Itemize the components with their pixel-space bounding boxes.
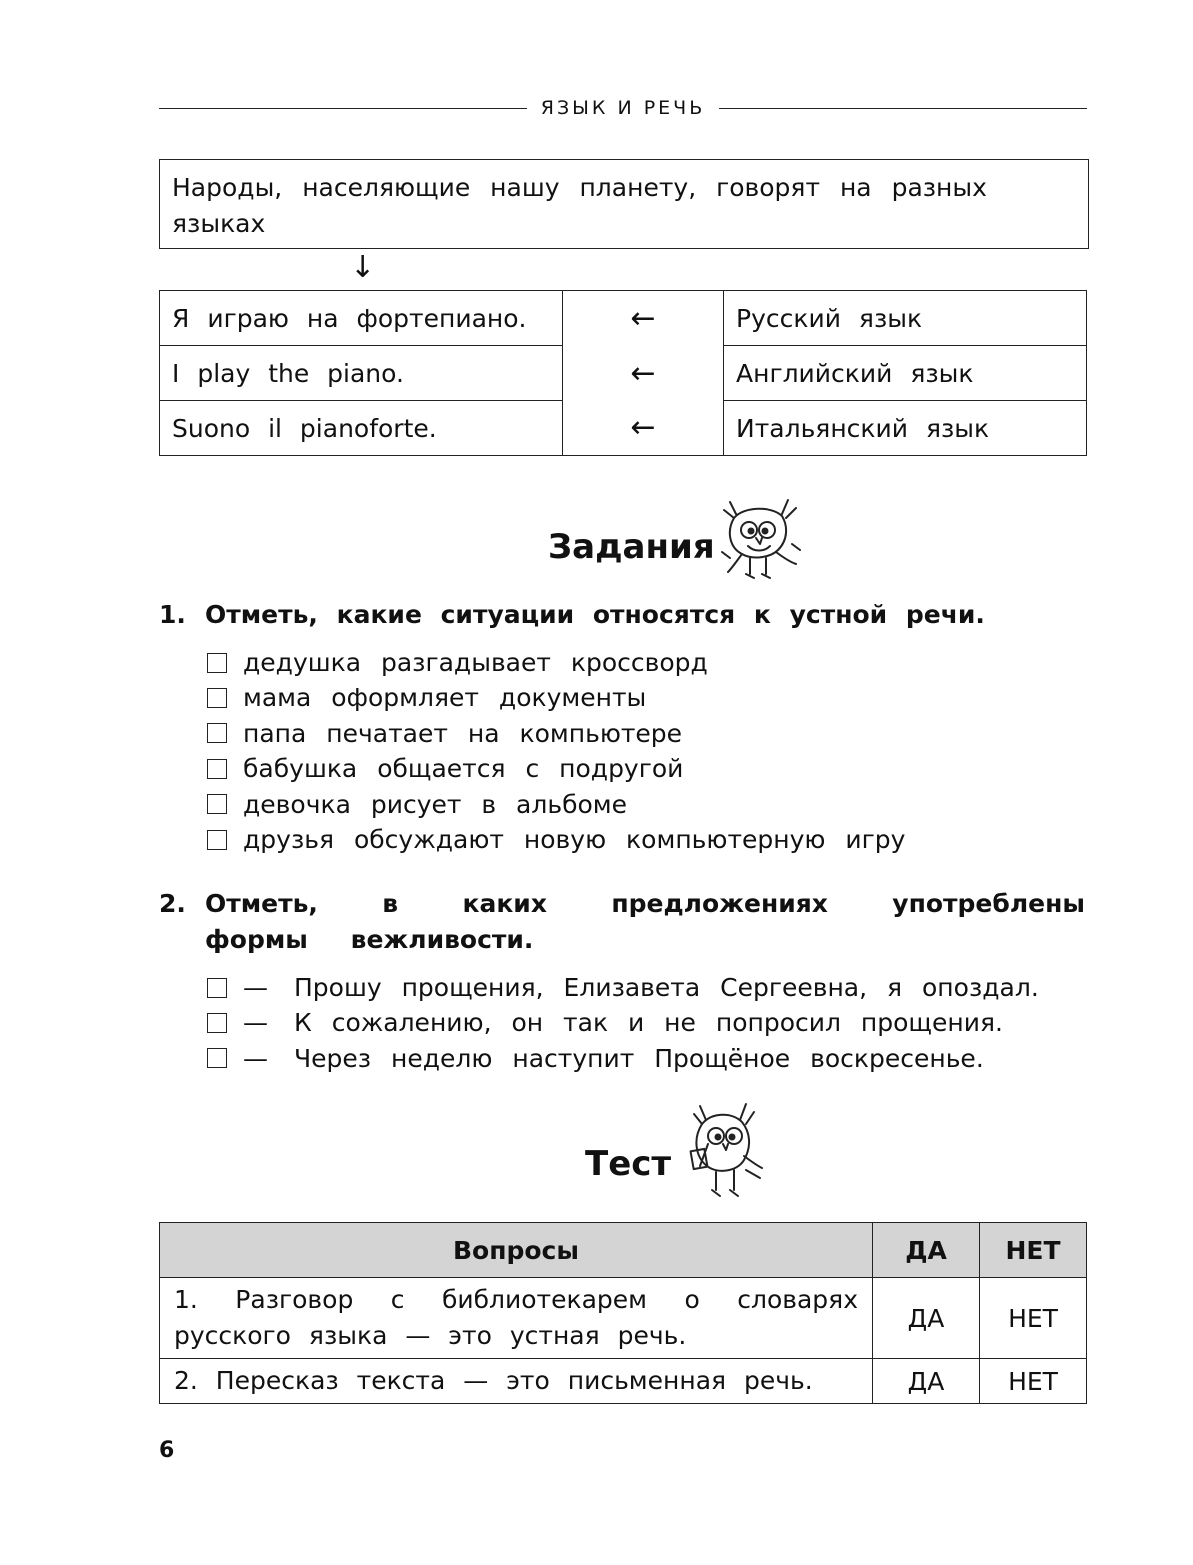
dash: — [243, 1043, 268, 1073]
option-label: девочка рисует в альбоме [243, 789, 628, 819]
sentence-cell: Suono il pianoforte. [160, 401, 563, 456]
page-number: 6 [159, 1438, 175, 1463]
option-label: друзья обсуждают новую компьютерную игру [243, 824, 906, 854]
language-cell: Русский язык [724, 291, 1087, 346]
list-item [207, 716, 905, 751]
checkbox[interactable] [207, 653, 227, 673]
arrow-left-icon: ← [563, 401, 724, 456]
checkbox[interactable] [207, 794, 227, 814]
checkbox[interactable] [207, 1048, 227, 1068]
sentence-cell: Я играю на фортепиано. [160, 291, 563, 346]
language-table [159, 290, 1087, 456]
checkbox[interactable] [207, 759, 227, 779]
option-label: дедушка разгадывает кроссворд [243, 648, 708, 677]
task-number: 2. [159, 889, 186, 918]
header-rule-right [719, 108, 1087, 109]
column-header-yes: ДА [873, 1223, 980, 1278]
question-cell: 2. Пересказ текста — это письменная речь. [160, 1359, 873, 1404]
header-rule-left [159, 108, 527, 109]
list-item [207, 680, 905, 715]
list-item [207, 751, 905, 786]
language-cell: Итальянский язык [724, 401, 1087, 456]
owl-illustration-icon [716, 492, 802, 584]
sentence-cell: I play the piano. [160, 346, 563, 401]
no-answer[interactable]: НЕТ [980, 1359, 1087, 1404]
task-number: 1. [159, 600, 186, 629]
table-row [160, 401, 1087, 456]
yes-answer[interactable]: ДА [873, 1359, 980, 1404]
column-header-questions: Вопросы [160, 1223, 873, 1278]
list-item [207, 822, 905, 857]
table-row [160, 346, 1087, 401]
task-1-title [159, 600, 985, 629]
checkbox[interactable] [207, 830, 227, 850]
task-text: Отметь, какие ситуации относятся к устной речи. [205, 600, 985, 629]
header-title: ЯЗЫК И РЕЧЬ [540, 97, 706, 119]
table-row [160, 1359, 1087, 1404]
no-answer[interactable]: НЕТ [980, 1278, 1087, 1359]
test-title: Тест [585, 1144, 672, 1184]
arrow-down-icon: ↓ [350, 250, 376, 285]
language-cell: Английский язык [724, 346, 1087, 401]
checkbox[interactable] [207, 723, 227, 743]
arrow-left-icon: ← [563, 346, 724, 401]
tasks-title: Задания [548, 527, 715, 567]
column-header-no: НЕТ [980, 1223, 1087, 1278]
owl-with-pencil-icon [680, 1100, 766, 1200]
question-cell: 1. Разговор с библиотекарем о словарях русского языка — это устная речь. [160, 1278, 873, 1359]
checkbox[interactable] [207, 1013, 227, 1033]
yes-answer[interactable]: ДА [873, 1278, 980, 1359]
dash: — [243, 1008, 268, 1038]
checkbox[interactable] [207, 688, 227, 708]
dash: — [243, 973, 268, 1002]
list-item [207, 787, 905, 822]
option-label: папа печатает на компьютере [243, 718, 683, 748]
task-1-options [207, 645, 905, 857]
checkbox[interactable] [207, 978, 227, 998]
list-item [207, 1005, 1039, 1040]
intro-text: Народы, населяющие нашу планету, говорят на разных языках [172, 173, 987, 238]
task-2-options [207, 970, 1039, 1076]
running-header [159, 94, 1087, 122]
list-item [207, 645, 905, 680]
intro-box [159, 159, 1089, 249]
test-table [159, 1222, 1087, 1404]
list-item [207, 970, 1039, 1005]
option-label: К сожалению, он так и не попросил прощения. [294, 1008, 1003, 1038]
task-text: Отметь, в каких предложениях употреблены формы вежливости. [205, 889, 1085, 954]
option-label: Через неделю наступит Прощёное воскресенье. [294, 1043, 984, 1073]
option-label: бабушка общается с подругой [243, 754, 684, 784]
list-item [207, 1041, 1039, 1076]
table-row [160, 291, 1087, 346]
arrow-left-icon: ← [563, 291, 724, 346]
task-2-title [159, 886, 1085, 958]
table-row [160, 1278, 1087, 1359]
option-label: мама оформляет документы [243, 683, 647, 713]
table-header-row [160, 1223, 1087, 1278]
option-label: Прошу прощения, Елизавета Сергеевна, я опоздал. [294, 973, 1039, 1002]
